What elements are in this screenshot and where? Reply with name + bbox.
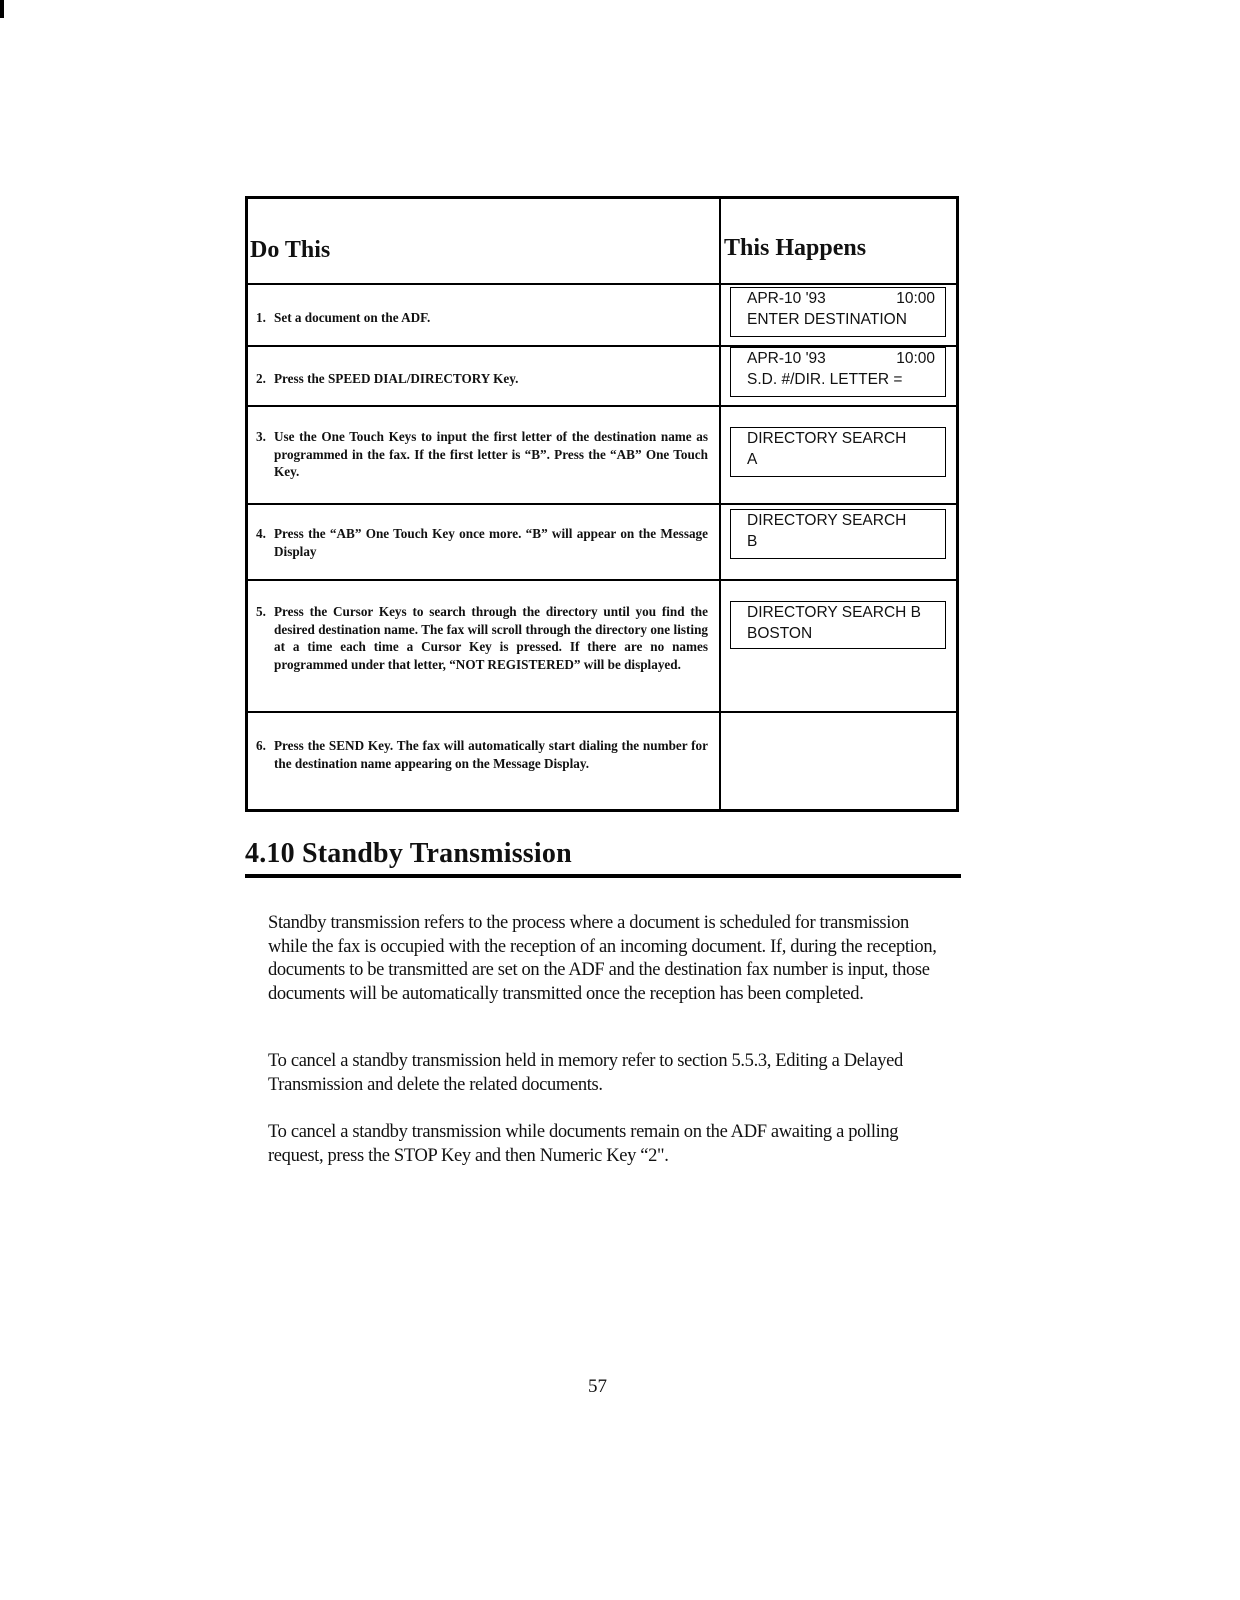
- display-line-2: ENTER DESTINATION: [747, 311, 907, 328]
- message-display: [730, 427, 946, 477]
- section-title: 4.10 Standby Transmission: [245, 838, 572, 869]
- row-divider: [248, 283, 956, 285]
- header-do-this: Do This: [250, 237, 331, 263]
- display-line-1: [747, 348, 945, 369]
- procedure-table: [245, 196, 959, 812]
- step-text: Use the One Touch Keys to input the first letter of the destination name as programmed in the fax. If the first letter is “B”. Press the “AB” One Touch Key.: [274, 429, 708, 479]
- step-number: 6.: [256, 738, 266, 753]
- display-line-2: S.D. #/DIR. LETTER =: [747, 371, 903, 388]
- paragraph: To cancel a standby transmission while documents remain on the ADF awaiting a polling request, press the STOP Key and then Numeric Key “2".: [268, 1122, 899, 1166]
- step-6: [256, 737, 708, 772]
- scan-edge-mark: [0, 0, 4, 18]
- message-display: [730, 347, 946, 397]
- step-number: 4.: [256, 526, 266, 541]
- row-divider: [248, 503, 956, 505]
- display-line-1: DIRECTORY SEARCH B: [747, 604, 921, 621]
- display-time: 10:00: [896, 350, 935, 367]
- step-number: 1.: [256, 310, 266, 325]
- display-line-2: A: [747, 451, 758, 468]
- display-date: APR-10 '93: [747, 290, 826, 307]
- step-4: [256, 525, 708, 560]
- display-line-1: DIRECTORY SEARCH: [747, 512, 907, 529]
- step-1: [256, 309, 708, 327]
- display-line-1: DIRECTORY SEARCH: [747, 430, 907, 447]
- step-text: Set a document on the ADF.: [274, 310, 431, 325]
- step-2: [256, 370, 708, 388]
- step-text: Press the Cursor Keys to search through the directory until you find the desired destination name. The fax will scroll through the directory one listing at a time each time a Cursor Key is pressed. If there are no names programmed under that letter, “NOT REGISTERED” will be displayed.: [274, 604, 708, 672]
- display-line-2: BOSTON: [747, 625, 813, 642]
- step-text: Press the “AB” One Touch Key once more. “B” will appear on the Message Display: [274, 526, 708, 559]
- row-divider: [248, 405, 956, 407]
- message-display: [730, 287, 946, 337]
- step-number: 3.: [256, 429, 266, 444]
- page-number: 57: [588, 1376, 607, 1397]
- section-rule: [245, 874, 961, 878]
- step-text: Press the SEND Key. The fax will automatically start dialing the number for the destination name appearing on the Message Display.: [274, 738, 708, 771]
- display-date: APR-10 '93: [747, 350, 826, 367]
- message-display: [730, 509, 946, 559]
- message-display: [730, 601, 946, 649]
- display-line-1: [747, 288, 945, 309]
- step-5: [256, 603, 708, 673]
- display-time: 10:00: [896, 290, 935, 307]
- row-divider: [248, 579, 956, 581]
- step-3: [256, 428, 708, 481]
- row-divider: [248, 711, 956, 713]
- step-text: Press the SPEED DIAL/DIRECTORY Key.: [274, 371, 519, 386]
- header-this-happens: This Happens: [724, 235, 867, 261]
- step-number: 5.: [256, 604, 266, 619]
- display-line-2: B: [747, 533, 758, 550]
- step-number: 2.: [256, 371, 266, 386]
- paragraph: To cancel a standby transmission held in memory refer to section 5.5.3, Editing a Delayed Transmission and delete the related documents.: [268, 1051, 903, 1095]
- paragraph: Standby transmission refers to the process where a document is scheduled for transmission while the fax is occupied with the reception of an incoming document. If, during the reception, documents to be transmitted are set on the ADF and the destination fax number is input, those documents will be automatically transmitted once the reception has been completed.: [268, 913, 937, 1004]
